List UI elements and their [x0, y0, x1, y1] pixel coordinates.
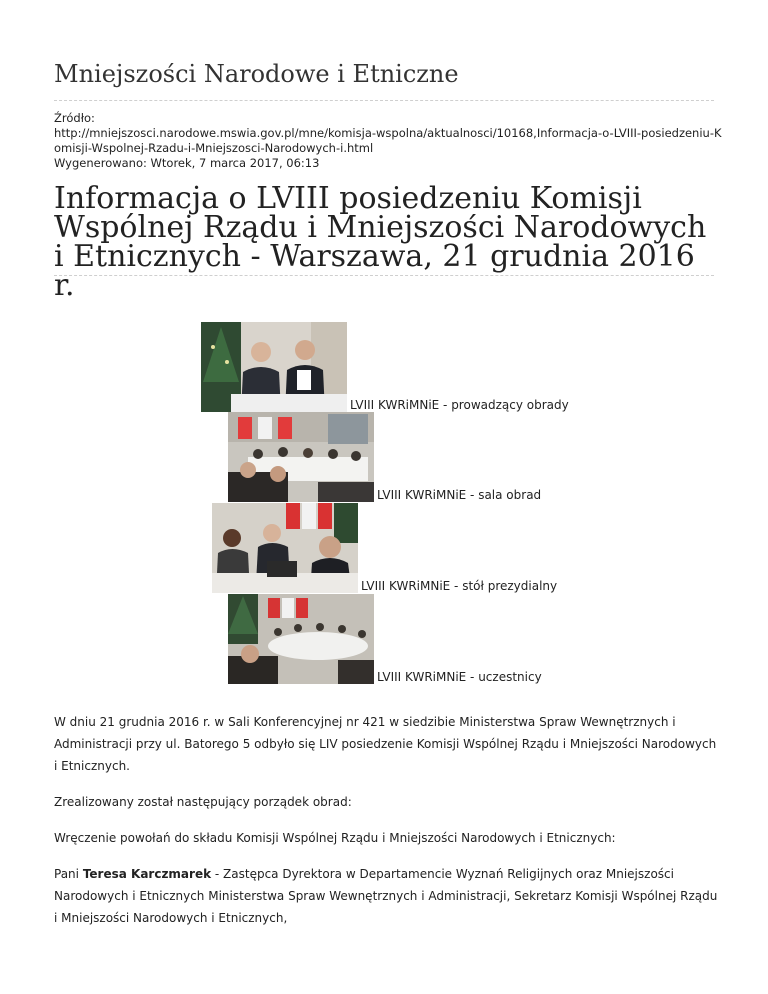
photo-item [228, 412, 541, 502]
article-title: Informacja o LVIII posiedzeniu Komisji Wspólnej Rządu i Mniejszości Narodowych i Etnicznych - Warszawa, 21 grudnia 2016 r. [54, 181, 707, 303]
photo-participants[interactable] [228, 594, 374, 684]
photo-presiding[interactable] [201, 322, 347, 412]
photo-caption: LVIII KWRiMNiE - prowadzący obrady [350, 398, 569, 412]
photo-item [201, 322, 569, 412]
generated-date: Wygenerowano: Wtorek, 7 marca 2017, 06:13 [54, 156, 320, 170]
photo-presidium[interactable] [212, 503, 358, 593]
paragraph: W dniu 21 grudnia 2016 r. w Sali Konferencyjnej nr 421 w siedzibie Ministerstwa Spraw Wewnętrznych i Administracji przy ul. Batorego 5 odbyło się LIV posiedzenie Komisji Wspólnej Rządu i Mniejszości Narodowych i Etnicznych. [54, 715, 717, 773]
photo-item [212, 503, 557, 593]
photo-caption: LVIII KWRiMNiE - uczestnicy [377, 670, 542, 684]
article-body [54, 711, 719, 943]
photo-caption: LVIII KWRiMNiE - sala obrad [377, 488, 542, 502]
site-title: Mniejszości Narodowe i Etniczne [54, 60, 459, 88]
source-meta [54, 111, 724, 171]
paragraph-text: - Zastępca Dyrektora w Departamencie Wyznań Religijnych oraz Mniejszości Narodowych i Etnicznych Ministerstwa Spraw Wewnętrznych i Administracji, Sekretarz Komisji Wspólnej Rządu i Mniejszości Narodowych i Etnicznych, [54, 867, 718, 925]
paragraph-prefix: Pani [54, 867, 83, 881]
title-divider [54, 275, 714, 276]
paragraph: Zrealizowany został następujący porządek obrad: [54, 795, 352, 809]
paragraph [54, 863, 719, 929]
paragraph: Wręczenie powołań do składu Komisji Wspólnej Rządu i Mniejszości Narodowych i Etnicznych: [54, 831, 616, 845]
source-label: Źródło: [54, 111, 95, 125]
photo-caption: LVIII KWRiMNiE - stół prezydialny [361, 579, 558, 593]
photo-hall[interactable] [228, 412, 374, 502]
photo-item [228, 594, 542, 684]
person-name: Teresa Karczmarek [82, 867, 212, 881]
header-divider [54, 100, 714, 101]
source-url[interactable]: http://mniejszosci.narodowe.mswia.gov.pl/mne/komisja-wspolna/aktualnosci/10168,Informacja-o-LVIII-posiedzeniu-Komisji-Wspolnej-Rzadu-i-Mniejszosci-Narodowych-i.html [54, 126, 722, 155]
